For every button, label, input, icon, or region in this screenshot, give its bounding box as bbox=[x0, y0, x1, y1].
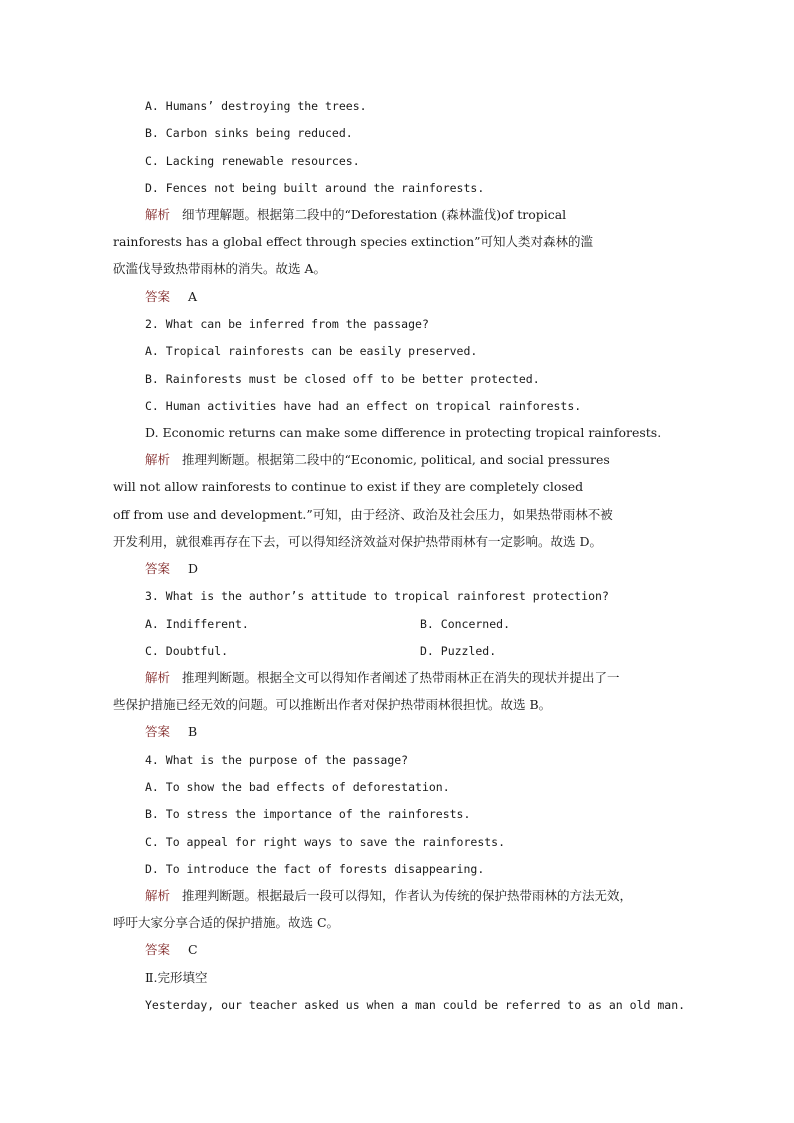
q4-option-a: A. To show the bad effects of deforestation. bbox=[145, 780, 450, 794]
q4-option-b: B. To stress the importance of the rainforests. bbox=[145, 807, 471, 821]
analysis-text: 推理判断题。根据全文可以得知作者阐述了热带雨林正在消失的现状并提出了一 bbox=[182, 670, 620, 685]
q1-option-a: A. Humans’ destroying the trees. bbox=[145, 99, 367, 113]
analysis-label: 解析 bbox=[145, 207, 171, 222]
q2-option-d: D. Economic returns can make some difference in protecting tropical rainforests. bbox=[145, 425, 662, 440]
q1-option-b: B. Carbon sinks being reduced. bbox=[145, 126, 353, 140]
q1-answer bbox=[145, 288, 681, 306]
analysis-text: 推理判断题。根据第二段中的“Economic, political, and social pressures bbox=[182, 452, 610, 467]
analysis-text: 细节理解题。根据第二段中的“Deforestation (森林滥伐)of tropical bbox=[182, 207, 567, 222]
q3-stem: 3. What is the author’s attitude to tropical rainforest protection? bbox=[145, 589, 609, 603]
analysis-text: 推理判断题。根据最后一段可以得知，作者认为传统的保护热带雨林的方法无效， bbox=[182, 888, 633, 903]
q1-analysis-line-3: 砍滥伐导致热带雨林的消失。故选 A。 bbox=[113, 261, 327, 276]
q1-option-d: D. Fences not being built around the rainforests. bbox=[145, 181, 485, 195]
answer-label: 答案 bbox=[145, 561, 171, 576]
q2-analysis-line-2: will not allow rainforests to continue to exist if they are completely closed bbox=[113, 479, 584, 494]
answer-value: A bbox=[188, 289, 198, 304]
q2-stem: 2. What can be inferred from the passage? bbox=[145, 317, 429, 331]
q2-analysis-line-3: off from use and development.”可知，由于经济、政治及社会压力，如果热带雨林不被 bbox=[113, 507, 613, 522]
q3-answer bbox=[145, 723, 681, 741]
q4-option-d: D. To introduce the fact of forests disappearing. bbox=[145, 862, 485, 876]
q3-options-row-2 bbox=[145, 642, 681, 660]
q4-answer bbox=[145, 941, 681, 959]
q2-analysis-line-4: 开发利用，就很难再存在下去，可以得知经济效益对保护热带雨林有一定影响。故选 D。 bbox=[113, 534, 602, 549]
section-title: Ⅱ.完形填空 bbox=[145, 970, 208, 985]
q4-option-c: C. To appeal for right ways to save the rainforests. bbox=[145, 835, 506, 849]
q4-analysis-line-1 bbox=[145, 887, 681, 905]
q1-analysis-line-1 bbox=[145, 206, 681, 224]
answer-value: B bbox=[188, 724, 198, 739]
q1-analysis-line-2: rainforests has a global effect through species extinction”可知人类对森林的滥 bbox=[113, 234, 594, 249]
q3-options-row-1 bbox=[145, 615, 681, 633]
answer-label: 答案 bbox=[145, 289, 171, 304]
q2-option-c: C. Human activities have had an effect on tropical rainforests. bbox=[145, 399, 582, 413]
q3-analysis-line-2: 些保护措施已经无效的问题。可以推断出作者对保护热带雨林很担忧。故选 B。 bbox=[113, 697, 552, 712]
q2-option-a: A. Tropical rainforests can be easily preserved. bbox=[145, 344, 478, 358]
q4-stem: 4. What is the purpose of the passage? bbox=[145, 753, 409, 767]
answer-value: D bbox=[188, 561, 199, 576]
answer-label: 答案 bbox=[145, 724, 171, 739]
q3-analysis-line-1 bbox=[145, 669, 681, 687]
analysis-label: 解析 bbox=[145, 452, 171, 467]
section-first-line: Yesterday, our teacher asked us when a man could be referred to as an old man. bbox=[145, 998, 686, 1012]
answer-value: C bbox=[188, 942, 198, 957]
answer-label: 答案 bbox=[145, 942, 171, 957]
q3-option-a: A. Indifferent. bbox=[145, 617, 249, 631]
q2-analysis-line-1 bbox=[145, 451, 681, 469]
q3-option-d: D. Puzzled. bbox=[420, 644, 497, 658]
q1-option-c: C. Lacking renewable resources. bbox=[145, 154, 360, 168]
analysis-label: 解析 bbox=[145, 888, 171, 903]
q4-analysis-line-2: 呼吁大家分享合适的保护措施。故选 C。 bbox=[113, 915, 340, 930]
q3-option-c: C. Doubtful. bbox=[145, 644, 229, 658]
q2-answer bbox=[145, 560, 681, 578]
analysis-label: 解析 bbox=[145, 670, 171, 685]
q2-option-b: B. Rainforests must be closed off to be better protected. bbox=[145, 372, 540, 386]
q3-option-b: B. Concerned. bbox=[420, 617, 511, 631]
